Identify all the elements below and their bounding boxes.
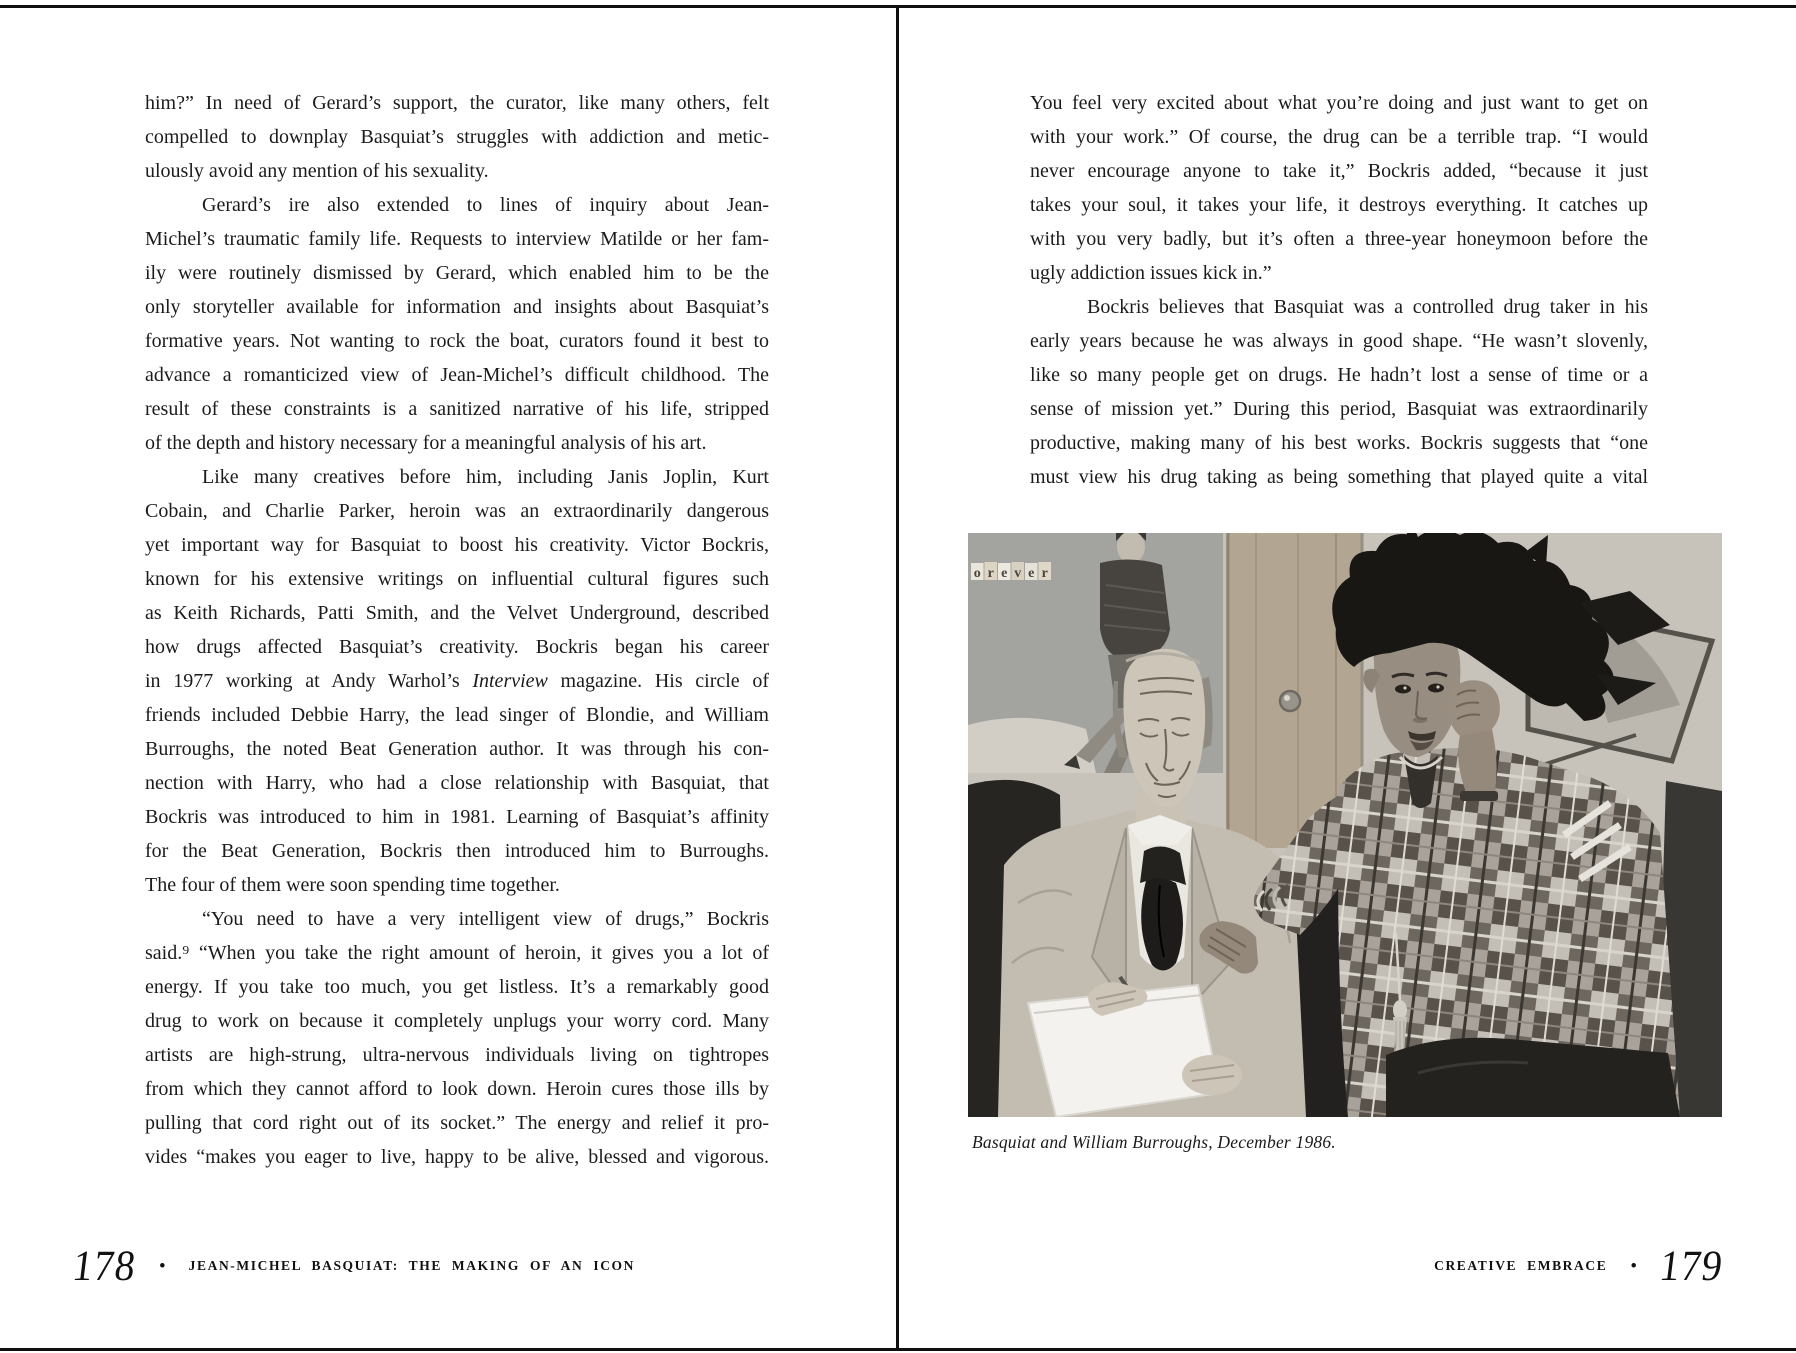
text-line: Gerard’s ire also extended to lines of inquiry about Jean- (202, 194, 769, 216)
photo-figure (968, 533, 1722, 1153)
text-line: yet important way for Basquiat to boost his creativity. Victor Bockris, (145, 534, 769, 556)
text-line: ily were routinely dismissed by Gerard, which enabled him to be the (145, 262, 769, 284)
text-line: how drugs affected Basquiat’s creativity. Bockris began his career (145, 636, 769, 658)
poster-letter: v (1014, 566, 1022, 581)
poster-letter: r (987, 566, 994, 581)
burroughs-tie (1140, 846, 1186, 970)
photo-basquiat-burroughs (968, 533, 1722, 1117)
text-line: Bockris believes that Basquiat was a controlled drug taker in his (1087, 296, 1648, 318)
text-line: him?” In need of Gerard’s support, the curator, like many others, felt (145, 92, 769, 114)
text-line: energy. If you take too much, you get listless. It’s a remarkably good (145, 976, 769, 998)
text-line: known for his extensive writings on influential cultural figures such (145, 568, 769, 590)
text-line: ulously avoid any mention of his sexuality. (145, 160, 489, 182)
text-line: “You need to have a very intelligent view of drugs,” Bockris (202, 908, 769, 930)
text-line: as Keith Richards, Patti Smith, and the Velvet Underground, described (145, 602, 769, 624)
text-line: must view his drug taking as being something that played quite a vital (1030, 466, 1648, 488)
text-line: productive, making many of his best works. Bockris suggests that “one (1030, 432, 1648, 454)
text-line: formative years. Not wanting to rock the boat, curators found it best to (145, 330, 769, 352)
poster-letter: e (1028, 566, 1035, 581)
text-line: artists are high-strung, ultra-nervous individuals living on tightropes (145, 1044, 769, 1066)
page-179 (899, 0, 1796, 1348)
running-head-left: JEAN-MICHEL BASQUIAT: THE MAKING OF AN ICON (188, 1258, 635, 1273)
basquiat-fist (1448, 680, 1500, 736)
text-line: in 1977 working at Andy Warhol’s Interview magazine. His circle of (145, 670, 769, 692)
text-line: of the depth and history necessary for a meaningful analysis of his art. (145, 432, 707, 454)
text-line: Bockris was introduced to him in 1981. Learning of Basquiat’s affinity (145, 806, 769, 828)
door-knob (1280, 691, 1300, 711)
poster-letter: e (1001, 566, 1008, 581)
text-line: Michel’s traumatic family life. Requests to interview Matilde or her fam- (145, 228, 769, 250)
poster-letter: r (1041, 566, 1048, 581)
text-line: with your work.” Of course, the drug can be a terrible trap. “I would (1030, 126, 1648, 148)
footer-bullet-right: • (1630, 1256, 1637, 1277)
text-line: Burroughs, the noted Beat Generation author. It was through his con- (145, 738, 769, 760)
page-178 (0, 0, 896, 1348)
footer-left (70, 1241, 635, 1290)
text-line: for the Beat Generation, Bockris then introduced him to Burroughs. (145, 840, 769, 862)
footer-bullet-left: • (159, 1256, 166, 1277)
text-line: with you very badly, but it’s often a three-year honeymoon before the (1030, 228, 1648, 250)
footer-right (1434, 1241, 1727, 1290)
running-head-right: CREATIVE EMBRACE (1434, 1258, 1608, 1273)
text-line: You feel very excited about what you’re doing and just want to get on (1030, 92, 1648, 114)
text-line: only storyteller available for information and insights about Basquiat’s (145, 296, 769, 318)
text-line: result of these constraints is a sanitized narrative of his life, stripped (145, 398, 769, 420)
text-line: from which they cannot afford to look down. Heroin cures those ills by (145, 1078, 769, 1100)
text-line: never encourage anyone to take it,” Bockris added, “because it just (1030, 160, 1648, 182)
text-line: Cobain, and Charlie Parker, heroin was an extraordinarily dangerous (145, 500, 769, 522)
text-line: like so many people get on drugs. He hadn’t lost a sense of time or a (1030, 364, 1648, 386)
text-line: Like many creatives before him, including Janis Joplin, Kurt (202, 466, 769, 488)
text-line: sense of mission yet.” During this period, Basquiat was extraordinarily (1030, 398, 1648, 420)
text-line: advance a romanticized view of Jean-Michel’s difficult childhood. The (145, 364, 769, 386)
text-line: early years because he was always in good shape. “He wasn’t slovenly, (1030, 330, 1648, 352)
text-line: friends included Debbie Harry, the lead singer of Blondie, and William (145, 704, 769, 726)
page-number-left: 178 (70, 1241, 140, 1290)
text-line: drug to work on because it completely unplugs your worry cord. Many (145, 1010, 769, 1032)
text-line: nection with Harry, who had a close relationship with Basquiat, that (145, 772, 769, 794)
text-line: compelled to downplay Basquiat’s struggles with addiction and metic- (145, 126, 769, 148)
text-line: said.⁹ “When you take the right amount of heroin, it gives you a lot of (145, 942, 769, 964)
poster-letter: o (973, 566, 981, 581)
page-number-right: 179 (1657, 1241, 1727, 1290)
photo-caption: Basquiat and William Burroughs, December 1986. (972, 1132, 1336, 1152)
body-text-right (1030, 86, 1648, 494)
text-line: vides “makes you eager to live, happy to be alive, blessed and vigorous. (145, 1146, 769, 1168)
text-line: ugly addiction issues kick in.” (1030, 262, 1272, 284)
text-line: The four of them were soon spending time together. (145, 874, 560, 896)
text-line: takes your soul, it takes your life, it destroys everything. It catches up (1030, 194, 1648, 216)
text-line: pulling that cord right out of its socket.” The energy and relief it pro- (145, 1112, 769, 1134)
body-text-left (145, 86, 769, 1174)
